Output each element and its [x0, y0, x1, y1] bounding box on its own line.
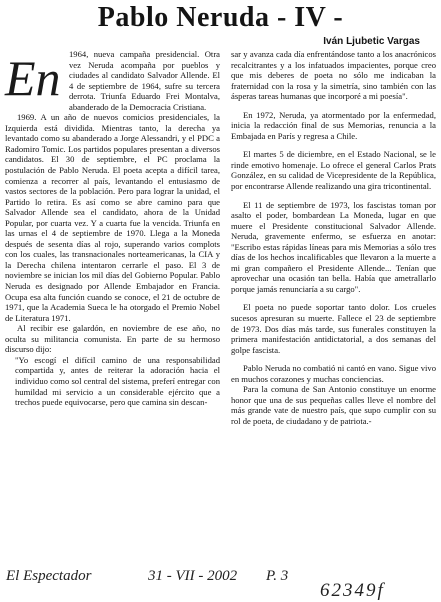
paragraph: Para la comuna de San Antonio constituye un enorme honor que una de sus pequeñas calles lleve el nombre del más grande vate de nuestro país, que supo cumplir con su rol de poeta, de ciudadano y de patriota.- — [231, 384, 436, 426]
paragraph: 1969. A un año de nuevos comicios presidenciales, la Izquierda está dividida. Mientras tanto, la derecha ya levantado como su abanderado a Jorge Alessandri, y el PDC a Radomiro Tomic. Los partidos populares presentan a diversos candidatos. El 30 de septiembre, el PC proclama la postulación de Pablo Neruda. El poeta acepta a difícil tarea, comienza a recorrer al país, levantando el entusiasmo de vastos sectores de la población. Pero para lograr la unidad, el Partido lo retira. Es así como se abre camino para que Salvador Allende sea el candidato, ahora de la Unidad Popular, por cuarta vez. Y a cuarta fue la vencida. Triunfa en las urnas el 4 de septiembre de 1970. Llega a la Moneda después de sesenta días al rojo, superando varios complots con los cuales, las transnacionales norteamericanas, la CIA y la Derecha chilena intentaron cerrarle el paso. El 3 de noviembre se inician los mil días del Gobierno Popular. Pablo Neruda es designado por Allende Embajador en Francia. Ocupa esa alta función cuando se conoce, el 21 de octubre de 1971, que la Academia Sueca le ha otorgado el Premio Nobel de Literatura 1971. — [5, 112, 220, 323]
drop-cap: En — [5, 50, 61, 106]
article-title: Pablo Neruda - IV - — [97, 2, 344, 33]
paragraph: Pablo Neruda no combatió ni cantó en vano. Sigue vivo en muchos corazones y muchas conciencias. — [231, 363, 436, 384]
handwritten-date: 31 - VII - 2002 — [148, 568, 238, 584]
handwritten-source: El Espectador — [6, 568, 92, 584]
quote-paragraph: "Yo escogí el difícil camino de una responsabilidad compartida y, antes de reiterar la adoración hacia el individuo como sol central del sistema, preferí entregar con humildad mi servicio a un considerable ejército que a trechos puede equivocarse, pero que camina sin descan- — [15, 354, 220, 408]
paragraph: 1964, nueva campaña presidencial. Otra vez Neruda acompaña por pueblos y ciudades al candidato Salvador Allende. El 4 de septiembre de 1964, sufre su tercera derrota. Triunfa Eduardo Frei Montalva, abanderado de la Democracia Cristiana. — [69, 49, 220, 112]
handwritten-page: P. 3 — [266, 568, 289, 584]
paragraph: El poeta no puede soportar tanto dolor. Los crueles sucesos apresuran su muerte. Fallece el 23 de septiembre de 1973. Dos días más tarde, sus funerales constituyen la primera manifestación antidictatorial, a dos semanas del golpe fascista. — [231, 302, 436, 355]
paragraph: Al recibir ese galardón, en noviembre de ese año, no oculta su militancia comunista. En parte de su hermoso discurso dijo: — [5, 323, 220, 355]
right-column — [231, 49, 436, 427]
paragraph: En 1972, Neruda, ya atormentado por la enfermedad, inicia la redacción final de sus Memorias, renuncia a la Embajada en París y regresa a Chile. — [231, 109, 436, 141]
author-byline: Iván Ljubetic Vargas — [323, 36, 420, 47]
left-column — [5, 49, 220, 408]
handwritten-number: 62349f — [320, 580, 385, 601]
paragraph: sar y avanza cada día enfrentándose tanto a los anacrónicos recalcitrantes y a los infatuados impacientes, porque creo que mis deberes de poeta no sólo me indicaban la fraternidad con la rosa y la simetría, sino también con las ásperas tareas humanas que incorporé a mi poesía". — [231, 49, 436, 102]
paragraph: El martes 5 de diciembre, en el Estado Nacional, se le rinde emotivo homenaje. Lo ofrece el general Carlos Prats González, en su calidad de Vicepresidente de la República, por encontrarse Allende realizando una gira tricontinental. — [231, 149, 436, 192]
paragraph: El 11 de septiembre de 1973, los fascistas toman por asalto el poder, bombardean La Moneda, lugar en que muere el Presidente constitucional Salvador Allende. Neruda, gravemente enfermo, se esfuerza en anotar: "Escribo estas rápidas líneas para mis Memorias a sólo tres días de los hechos incalificables que llevaron a la muerte a mi gran compañero el Presidente Allende... Tenían que aprovechar una ocasión tan bella. Había que ametrallarlo porque jamás renunciaría a su cargo". — [231, 199, 436, 294]
